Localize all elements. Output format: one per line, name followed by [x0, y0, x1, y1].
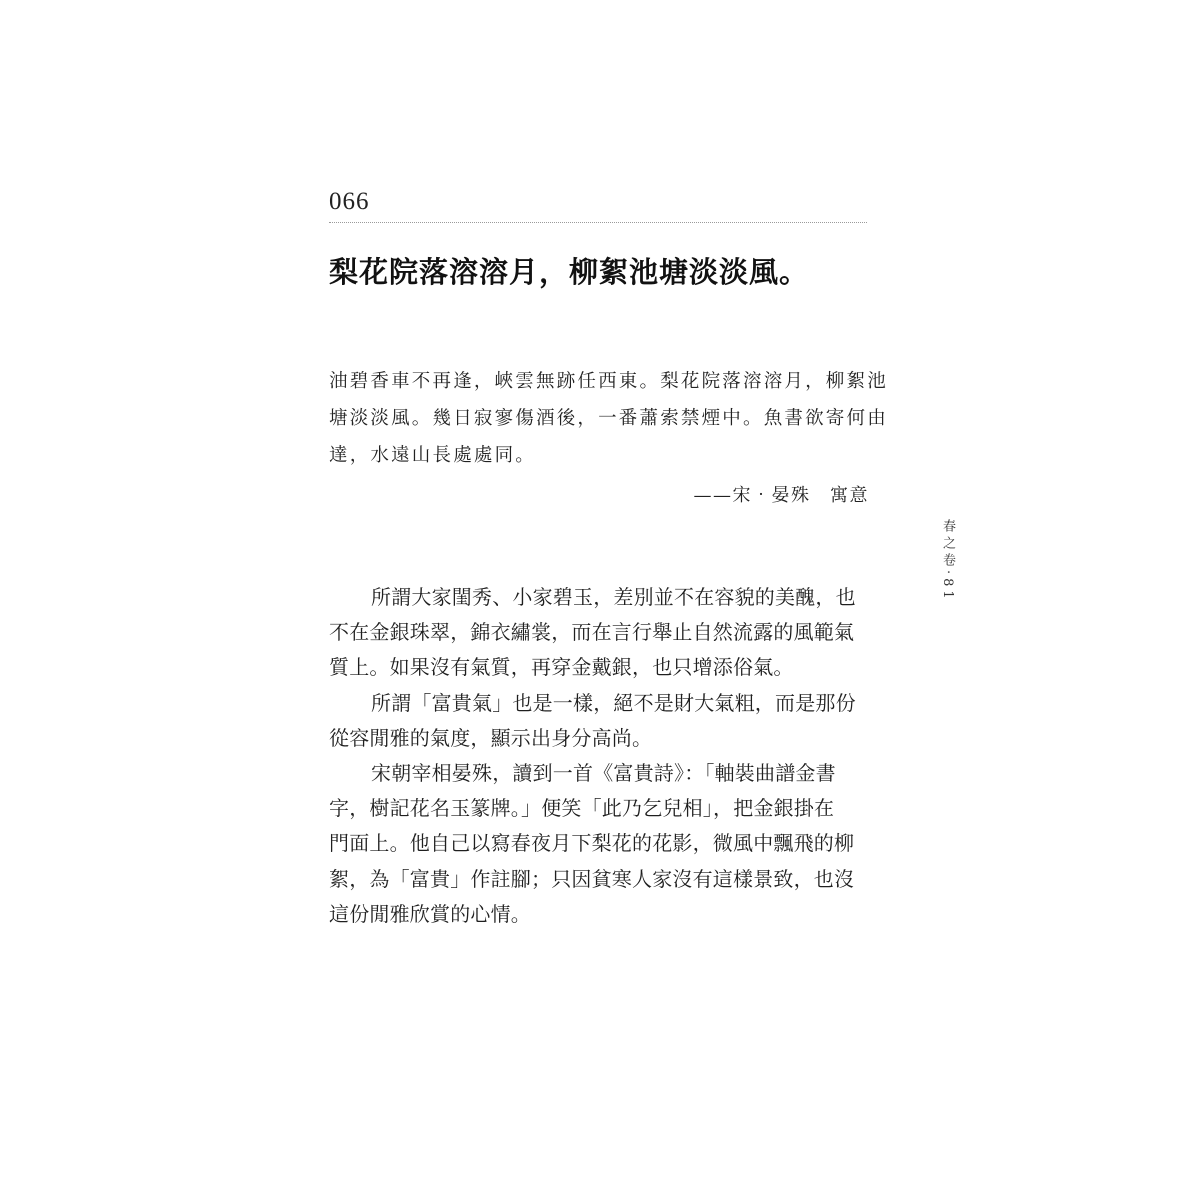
prose-line: 絮，為「富貴」作註腳；只因貧寒人家沒有這樣景致，也沒	[329, 866, 855, 891]
prose-block	[329, 580, 874, 932]
poem-block	[329, 363, 888, 474]
prose-line: 質上。如果沒有氣質，再穿金戴銀，也只增添俗氣。	[329, 655, 794, 680]
prose-line: 從容閒雅的氣度，顯示出身分高尚。	[329, 725, 653, 750]
poem-line: 油碧香車不再逢，峽雲無跡任西東。梨花院落溶溶月，柳絮池	[329, 371, 888, 392]
prose-line: 不在金銀珠翠，錦衣繡裳，而在言行舉止自然流露的風範氣	[329, 620, 855, 645]
dotted-divider	[329, 222, 867, 223]
prose-line: 所謂大家閨秀、小家碧玉，差別並不在容貌的美醜，也	[371, 585, 856, 609]
entry-number: 066	[329, 188, 370, 215]
poem-line: 塘淡淡風。幾日寂寥傷酒後，一番蕭索禁煙中。魚書欲寄何由	[329, 408, 888, 429]
entry-headline: 梨花院落溶溶月，柳絮池塘淡淡風。	[329, 255, 810, 289]
poem-line: 達，水遠山長處處同。	[329, 445, 537, 466]
running-head-page-number: 春之卷‧81	[940, 519, 955, 603]
prose-line: 這份閒雅欣賞的心情。	[329, 901, 531, 926]
poem-attribution: ——宋‧晏殊 寓意	[693, 485, 869, 506]
prose-line: 所謂「富貴氣」也是一樣，絕不是財大氣粗，而是那份	[371, 690, 856, 715]
prose-line: 門面上。他自己以寫春夜月下梨花的花影，微風中飄飛的柳	[329, 831, 855, 856]
prose-line: 字，樹記花名玉篆牌。」便笑「此乃乞兒相」，把金銀掛在	[329, 796, 835, 821]
prose-line: 宋朝宰相晏殊，讀到一首《富貴詩》：「軸裝曲譜金書	[371, 761, 836, 786]
